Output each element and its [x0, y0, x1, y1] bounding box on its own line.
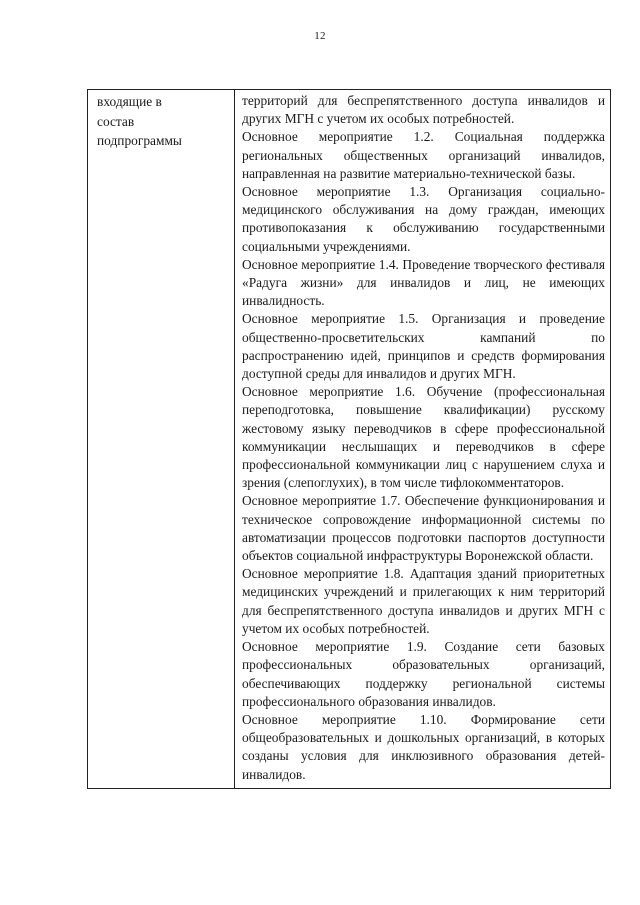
row-label-line: входящие в — [97, 94, 162, 109]
measure-1-5: Основное мероприятие 1.5. Организация и проведение общественно-просветительских кампаний по распространению идей, принципов и средств формирования доступной среды для инвалидов и других МГН. — [242, 311, 605, 382]
measure-1-9: Основное мероприятие 1.9. Создание сети базовых профессиональных образовательных организаций, обеспечивающих поддержку региональной системы профессионального образования инвалидов. — [242, 639, 605, 709]
row-label-line: состав — [97, 113, 135, 129]
row-content-cell — [235, 90, 611, 789]
row-label-cell — [88, 90, 235, 789]
table-row — [88, 90, 611, 789]
measure-1-6: Основное мероприятие 1.6. Обучение (профессиональная переподготовка, повышение квалификации) русскому жестовому языку переводчиков в сфере профессиональной коммуникации неслышащих и переводчиков в сфере профессиональной коммуникации лиц с нарушением слуха и зрения (слепоглухих), в том числе тифлокомментаторов. — [242, 384, 605, 491]
measure-1-4: Основное мероприятие 1.4. Проведение творческого фестиваля «Радуга жизни» для инвалидов и лиц, не имеющих инвалидность. — [242, 256, 605, 309]
measure-1-3: Основное мероприятие 1.3. Организация социально-медицинского обслуживания на дому граждан, имеющих противопоказания к обслуживанию государственными социальными учреждениями. — [242, 184, 605, 254]
page-number: 12 — [314, 30, 326, 42]
row-label-line: подпрограммы — [97, 133, 182, 149]
measure-1-10: Основное мероприятие 1.10. Формирование сети общеобразовательных и дошкольных организаций, в которых созданы условия для инклюзивного образования детей-инвалидов. — [242, 711, 605, 782]
measure-1-2: Основное мероприятие 1.2. Социальная поддержка региональных общественных организаций инвалидов, направленная на развитие материально-технической базы. — [242, 129, 605, 181]
program-table — [87, 89, 611, 789]
content-paragraph: территорий для беспрепятственного доступа инвалидов и других МГН с учетом их особых потребностей. — [242, 93, 605, 127]
measure-1-7: Основное мероприятие 1.7. Обеспечение функционирования и техническое сопровождение информационной системы по автоматизации процессов подготовки паспортов доступности объектов социальной инфраструктуры Воронежской области. — [242, 493, 605, 564]
measure-1-8: Основное мероприятие 1.8. Адаптация зданий приоритетных медицинских учреждений и прилегающих к ним территорий для беспрепятственного доступа инвалидов и других МГН с учетом их особых потребностей. — [242, 566, 605, 636]
